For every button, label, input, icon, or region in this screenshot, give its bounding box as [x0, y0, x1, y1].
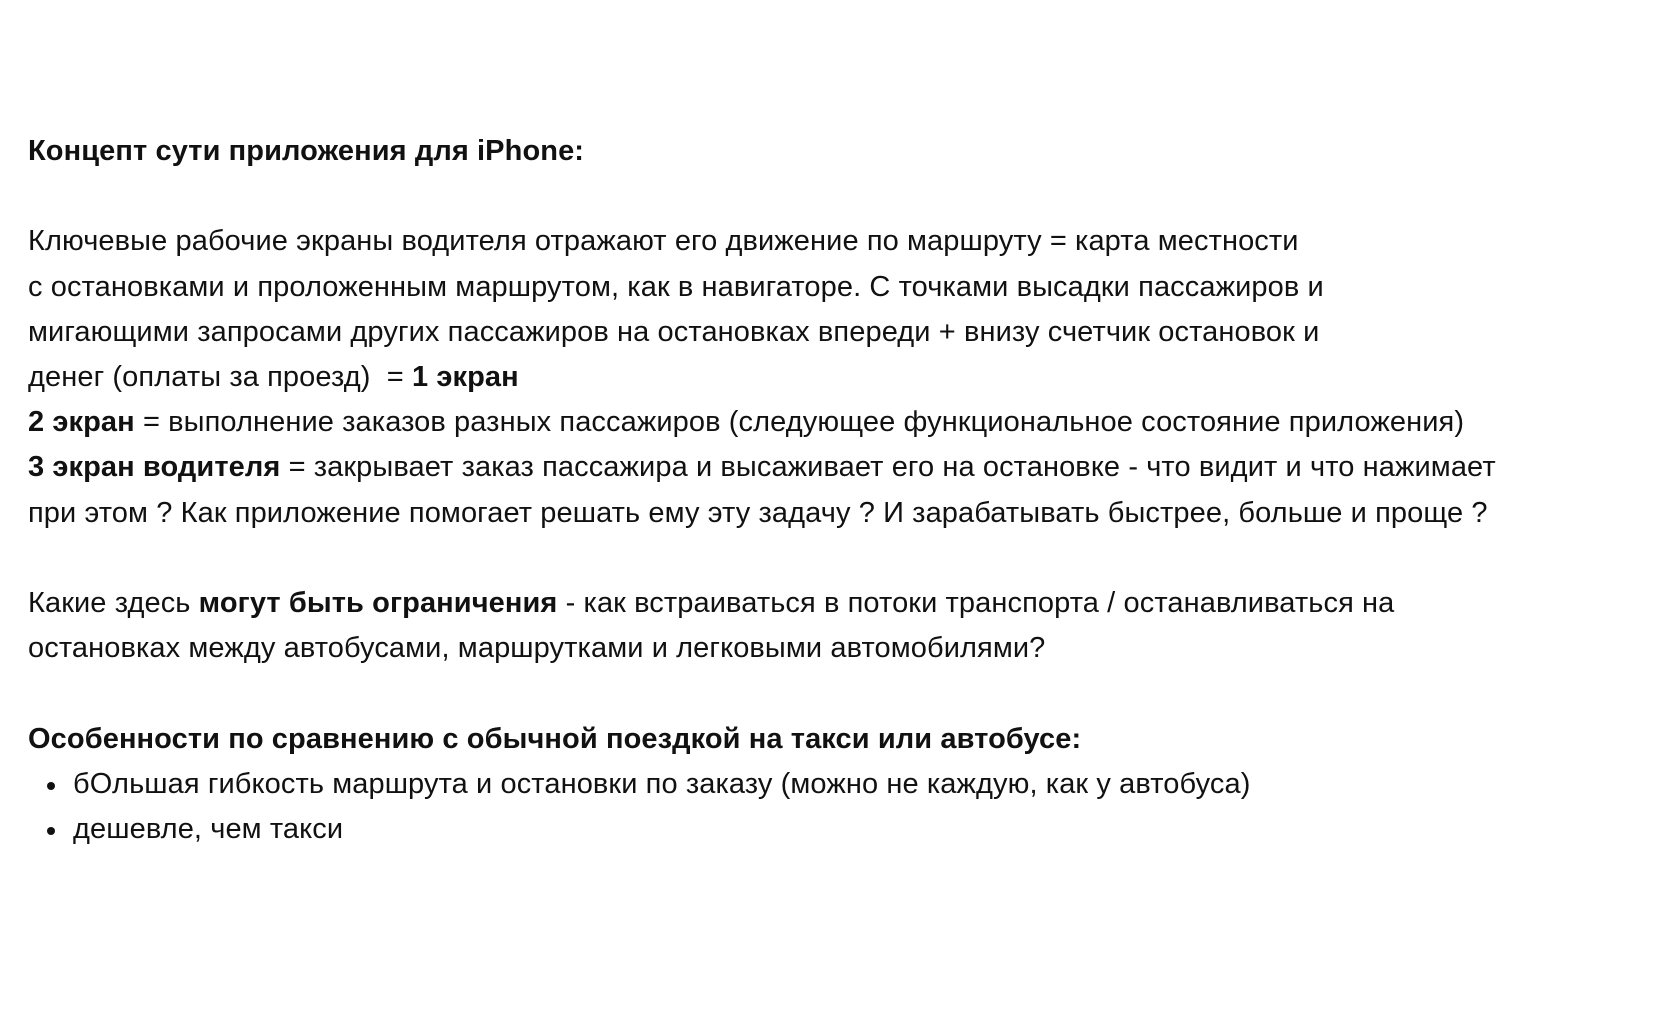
concept-line-7: при этом ? Как приложение помогает решать ему эту задачу ? И зарабатывать быстрее, больше и проще ?	[28, 496, 1488, 529]
concept-line-1: Ключевые рабочие экраны водителя отражают его движение по маршруту = карта местности	[28, 225, 1299, 258]
screen-1-description: денег (оплаты за проезд) =	[28, 361, 412, 393]
screen-1-label: 1 экран	[412, 361, 519, 393]
bullet-icon	[47, 782, 55, 790]
limitations-line-1	[28, 581, 1668, 626]
limitations-suffix: - как встраиваться в потоки транспорта / останавливаться на	[557, 587, 1395, 619]
spacer	[28, 671, 1668, 716]
concept-line-3: мигающими запросами других пассажиров на остановках впереди + внизу счетчик остановок и	[28, 315, 1320, 348]
bullet-icon	[47, 827, 55, 835]
document-body	[28, 129, 1668, 852]
list-item	[28, 807, 1668, 852]
screen-3-label: 3 экран водителя	[28, 451, 281, 484]
list-item-text: дешевле, чем такси	[73, 813, 344, 845]
features-heading: Особенности по сравнению с обычной поездкой на такси или автобусе:	[28, 722, 1082, 755]
screen-2-label: 2 экран	[28, 406, 135, 439]
concept-paragraph	[28, 219, 1668, 535]
list-item-text: бОльшая гибкость маршрута и остановки по заказу (можно не каждую, как у автобуса)	[73, 767, 1251, 800]
spacer	[28, 536, 1668, 581]
list-item	[28, 762, 1668, 807]
concept-line-4	[28, 355, 1668, 400]
concept-line-2: с остановками и проложенным маршрутом, как в навигаторе. С точками высадки пассажиров и	[28, 270, 1324, 303]
screen-3-description: = закрывает заказ пассажира и высаживает его на остановке - что видит и что нажимает	[280, 451, 1496, 484]
features-list	[28, 762, 1668, 852]
limitations-prefix: Какие здесь	[28, 587, 199, 619]
limitations-line-2: остановках между автобусами, маршрутками и легковыми автомобилями?	[28, 632, 1046, 665]
limitations-paragraph	[28, 581, 1668, 671]
limitations-emphasis: могут быть ограничения	[198, 587, 558, 619]
concept-line-5	[28, 400, 1668, 445]
concept-heading: Концепт сути приложения для iPhone:	[28, 135, 585, 167]
spacer	[28, 174, 1668, 219]
screen-2-description: = выполнение заказов разных пассажиров (следующее функциональное состояние приложения)	[134, 406, 1465, 439]
concept-line-6	[28, 445, 1668, 490]
